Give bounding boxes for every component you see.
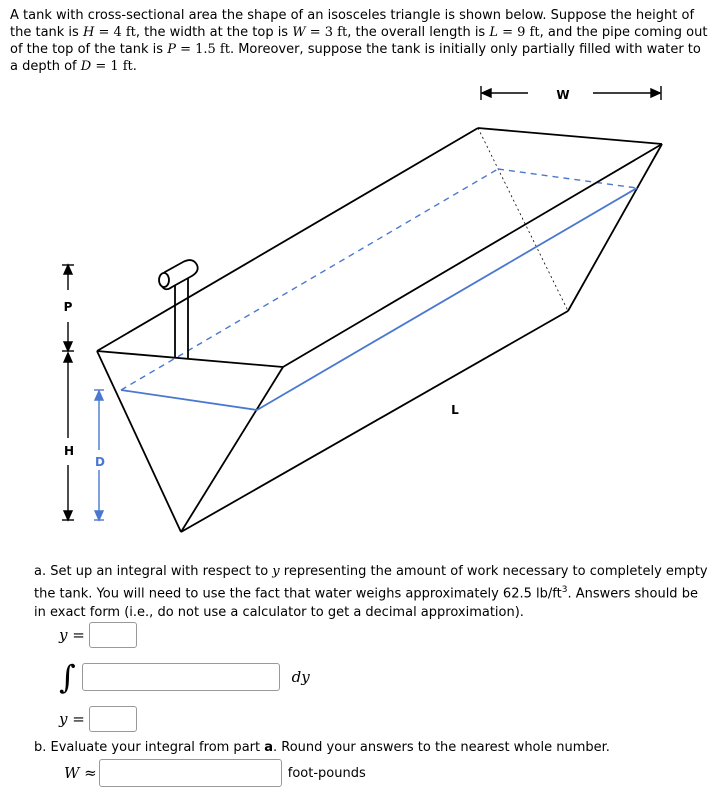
water-surface bbox=[121, 188, 637, 410]
dy-label: dy bbox=[291, 668, 310, 686]
pipe bbox=[159, 260, 198, 359]
hidden-edges bbox=[121, 128, 637, 390]
work-label: W ≈ bbox=[64, 764, 97, 782]
label-d: D bbox=[95, 455, 105, 469]
label-w: W bbox=[556, 88, 570, 102]
label-p: P bbox=[63, 300, 73, 314]
units-label: foot-pounds bbox=[287, 765, 366, 781]
label-l: L bbox=[451, 403, 459, 417]
height-dimension bbox=[62, 353, 74, 520]
upper-limit-row bbox=[59, 706, 137, 732]
work-input[interactable] bbox=[99, 759, 282, 787]
work-answer-row bbox=[64, 759, 366, 787]
var-h: H bbox=[82, 25, 95, 40]
upper-limit-label: y = bbox=[59, 710, 85, 728]
part-a-prompt: a. Set up an integral with respect to y representing the amount of work necessary to completely empty the tank. You will need to use the fact that water weighs approximately 62.5 $lb/ft^3$. Answers should be in exact form (i.e., do not use a calculator to get a decimal approximation). bbox=[34, 564, 708, 621]
integral-symbol: ∫ bbox=[59, 658, 76, 696]
tank-outline bbox=[97, 128, 662, 532]
integrand-row bbox=[59, 658, 310, 696]
label-h: H bbox=[63, 444, 75, 458]
problem-statement: A tank with cross-sectional area the shape of an isosceles triangle is shown below. Suppose the height of the tank is H = 4 ft, the width at the top is W = 3 ft, the overall length is L = 9 ft, and the pipe coming out of the top of the tank is P = 1.5 ft. Moreover, suppose the tank is initially only partially filled with water to a depth of D = 1 ft. bbox=[10, 8, 708, 74]
lower-limit-input[interactable] bbox=[89, 622, 137, 648]
lower-limit-label: y = bbox=[59, 626, 85, 644]
var-d: D bbox=[80, 59, 92, 74]
integrand-input[interactable] bbox=[82, 663, 280, 691]
tank-diagram bbox=[0, 70, 717, 540]
lower-limit-row bbox=[59, 622, 137, 648]
part-b-prompt: b. Evaluate your integral from part a. Round your answers to the nearest whole number. bbox=[34, 740, 610, 755]
upper-limit-input[interactable] bbox=[89, 706, 137, 732]
var-l: L bbox=[489, 25, 498, 40]
var-p: P bbox=[167, 42, 176, 57]
var-w: W bbox=[292, 25, 306, 40]
width-dimension bbox=[481, 86, 661, 100]
